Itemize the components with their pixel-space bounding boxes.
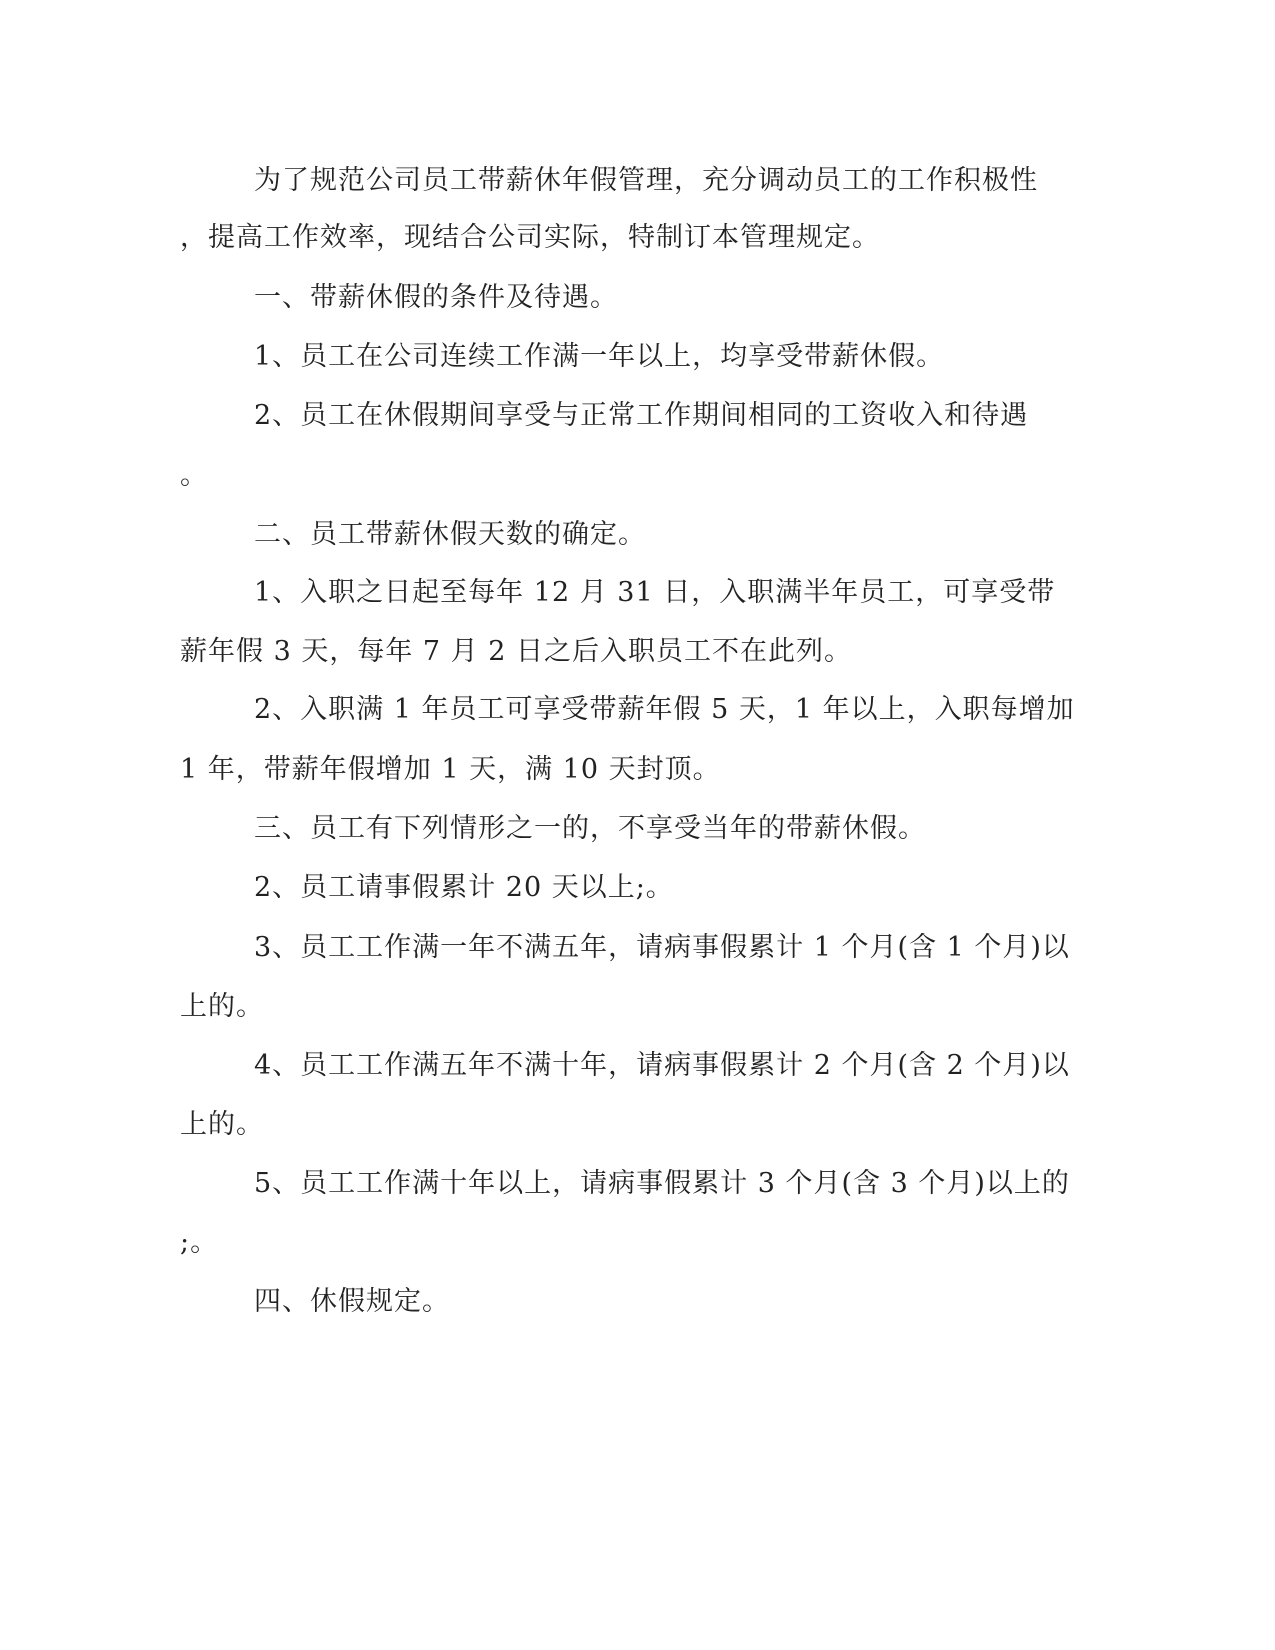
paragraph-line: ;。 [180, 1227, 219, 1258]
paragraph-line: 上的。 [180, 991, 264, 1022]
list-item: 1、入职之日起至每年 12 月 31 日，入职满半年员工，可享受带 [254, 577, 1056, 608]
paragraph-line: ，提高工作效率，现结合公司实际，特制订本管理规定。 [180, 222, 880, 253]
list-item: 2、员工请事假累计 20 天以上;。 [254, 872, 674, 903]
paragraph-line: 。 [180, 460, 208, 491]
paragraph-line: 为了规范公司员工带薪休年假管理，充分调动员工的工作积极性 [254, 165, 1038, 196]
paragraph-line: 上的。 [180, 1109, 264, 1140]
list-item: 1、员工在公司连续工作满一年以上，均享受带薪休假。 [254, 341, 945, 372]
section-heading: 四、休假规定。 [254, 1286, 450, 1317]
list-item: 4、员工工作满五年不满十年，请病事假累计 2 个月(含 2 个月)以 [254, 1050, 1070, 1081]
section-heading: 二、员工带薪休假天数的确定。 [254, 519, 646, 550]
section-heading: 三、员工有下列情形之一的，不享受当年的带薪休假。 [254, 813, 926, 844]
list-item: 2、入职满 1 年员工可享受带薪年假 5 天，1 年以上，入职每增加 [254, 694, 1075, 725]
list-item: 3、员工工作满一年不满五年，请病事假累计 1 个月(含 1 个月)以 [254, 932, 1070, 963]
paragraph-line: 薪年假 3 天，每年 7 月 2 日之后入职员工不在此列。 [180, 636, 853, 667]
list-item: 5、员工工作满十年以上，请病事假累计 3 个月(含 3 个月)以上的 [254, 1168, 1070, 1199]
section-heading: 一、带薪休假的条件及待遇。 [254, 282, 618, 313]
list-item: 2、员工在休假期间享受与正常工作期间相同的工资收入和待遇 [254, 400, 1029, 431]
paragraph-line: 1 年，带薪年假增加 1 天，满 10 天封顶。 [180, 754, 721, 785]
